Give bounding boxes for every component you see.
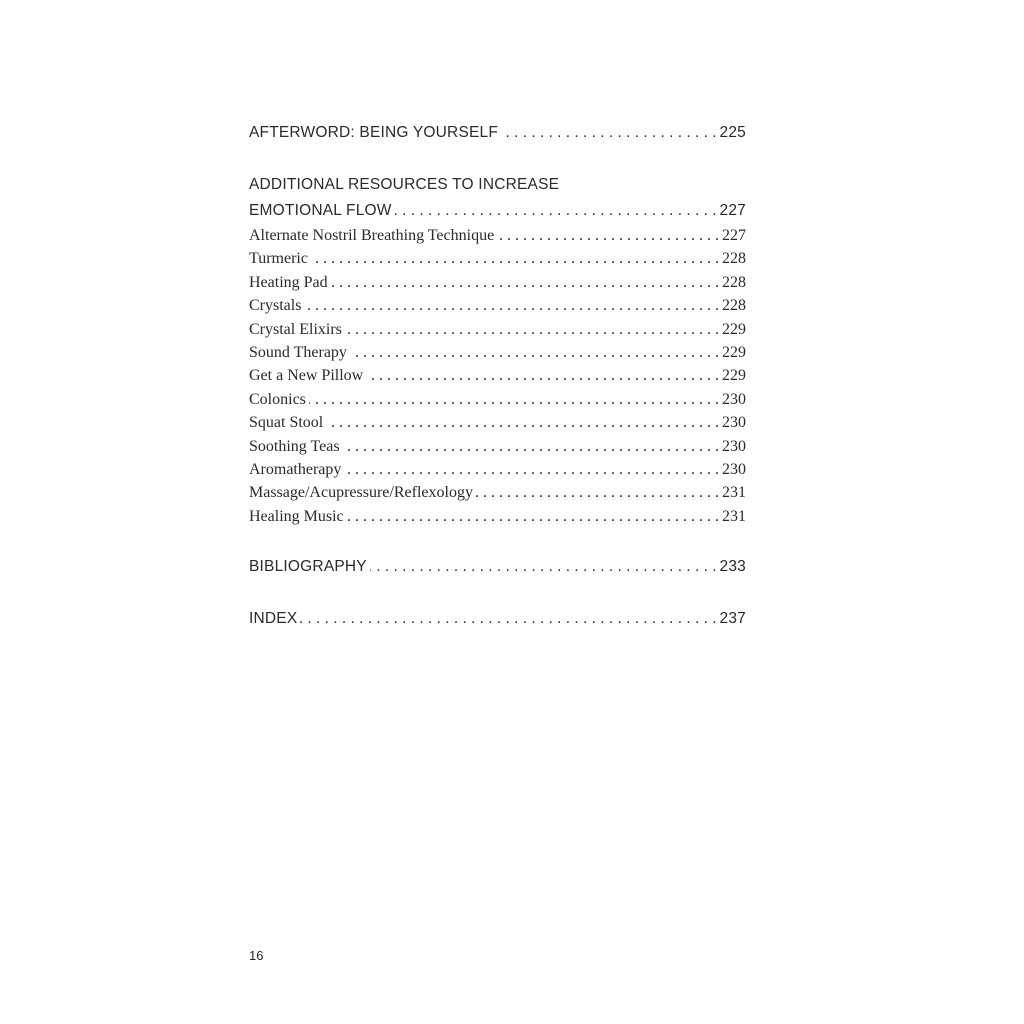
toc-subentry-page: 231: [722, 507, 746, 525]
dot-leader: [501, 120, 717, 146]
toc-subentry[interactable]: [249, 458, 746, 481]
dot-leader: [395, 198, 717, 224]
toc-subentry[interactable]: [249, 505, 746, 528]
toc-subentry[interactable]: [249, 341, 746, 364]
toc-entry-resources-line1: ADDITIONAL RESOURCES TO INCREASE: [249, 176, 560, 193]
toc-subentry[interactable]: [249, 435, 746, 458]
toc-subentry-page: 228: [722, 273, 746, 291]
dot-leader: [304, 294, 719, 317]
toc-subentry-label: Heating Pad: [249, 273, 328, 291]
toc-subentry[interactable]: [249, 247, 746, 270]
dot-leader: [344, 458, 719, 481]
dot-leader: [497, 224, 719, 247]
toc-entry-afterword[interactable]: [249, 120, 746, 146]
toc-subentry-list: [249, 224, 746, 528]
toc-subentry-label: Crystals: [249, 297, 302, 315]
dot-leader: [311, 247, 719, 270]
table-of-contents: [249, 120, 746, 632]
toc-entry-bibliography[interactable]: [249, 554, 746, 580]
toc-entry-label: BIBLIOGRAPHY: [249, 558, 367, 576]
dot-leader: [366, 364, 719, 387]
toc-subentry-page: 229: [722, 343, 746, 361]
toc-subentry-label: Crystal Elixirs: [249, 320, 342, 338]
dot-leader: [476, 481, 719, 504]
dot-leader: [326, 411, 719, 434]
toc-subentry-label: Get a New Pillow: [249, 367, 364, 385]
dot-leader: [309, 388, 719, 411]
toc-subentry-label: Massage/Acupressure/Reflexology: [249, 484, 473, 502]
toc-subentry[interactable]: [249, 364, 746, 387]
toc-subentry-page: 228: [722, 297, 746, 315]
toc-subentry-page: 227: [722, 227, 746, 244]
toc-entry-index[interactable]: [249, 606, 746, 632]
toc-subentry-page: 231: [722, 484, 746, 502]
toc-entry-label: EMOTIONAL FLOW: [249, 202, 392, 219]
toc-subentry-label: Soothing Teas: [249, 437, 340, 455]
dot-leader: [300, 606, 716, 632]
toc-subentry[interactable]: [249, 388, 746, 411]
toc-subentry-page: 229: [722, 320, 746, 338]
toc-subentry-page: 229: [722, 367, 746, 385]
dot-leader: [350, 341, 719, 364]
toc-entry-page: 233: [719, 558, 746, 576]
page-number: 16: [249, 948, 264, 963]
dot-leader: [345, 318, 719, 341]
dot-leader: [331, 271, 719, 294]
toc-subentry-page: 228: [722, 250, 746, 268]
toc-subentry[interactable]: [249, 411, 746, 434]
toc-subentry[interactable]: [249, 294, 746, 317]
dot-leader: [347, 505, 719, 528]
toc-subentry-label: Sound Therapy: [249, 343, 347, 361]
toc-entry-resources[interactable]: [249, 198, 746, 224]
dot-leader: [343, 435, 719, 458]
toc-entry-label: AFTERWORD: BEING YOURSELF: [249, 124, 499, 141]
toc-entry-page: 225: [719, 124, 746, 141]
toc-subentry-label: Alternate Nostril Breathing Technique: [249, 227, 495, 244]
toc-subentry-label: Turmeric: [249, 250, 308, 268]
toc-subentry-page: 230: [722, 460, 746, 478]
toc-entry-label: INDEX: [249, 610, 298, 628]
toc-subentry[interactable]: [249, 318, 746, 341]
toc-subentry-page: 230: [722, 414, 746, 432]
toc-entry-page: 227: [719, 202, 746, 219]
toc-subentry[interactable]: [249, 224, 746, 247]
toc-subentry-label: Colonics: [249, 390, 306, 408]
toc-entry-page: 237: [719, 610, 746, 628]
toc-subentry-label: Aromatherapy: [249, 460, 342, 478]
toc-subentry-page: 230: [722, 437, 746, 455]
dot-leader: [370, 554, 717, 580]
toc-subentry-label: Healing Music: [249, 507, 344, 525]
toc-subentry-page: 230: [722, 390, 746, 408]
toc-subentry-label: Squat Stool: [249, 414, 324, 432]
toc-subentry[interactable]: [249, 271, 746, 294]
toc-subentry[interactable]: [249, 481, 746, 504]
